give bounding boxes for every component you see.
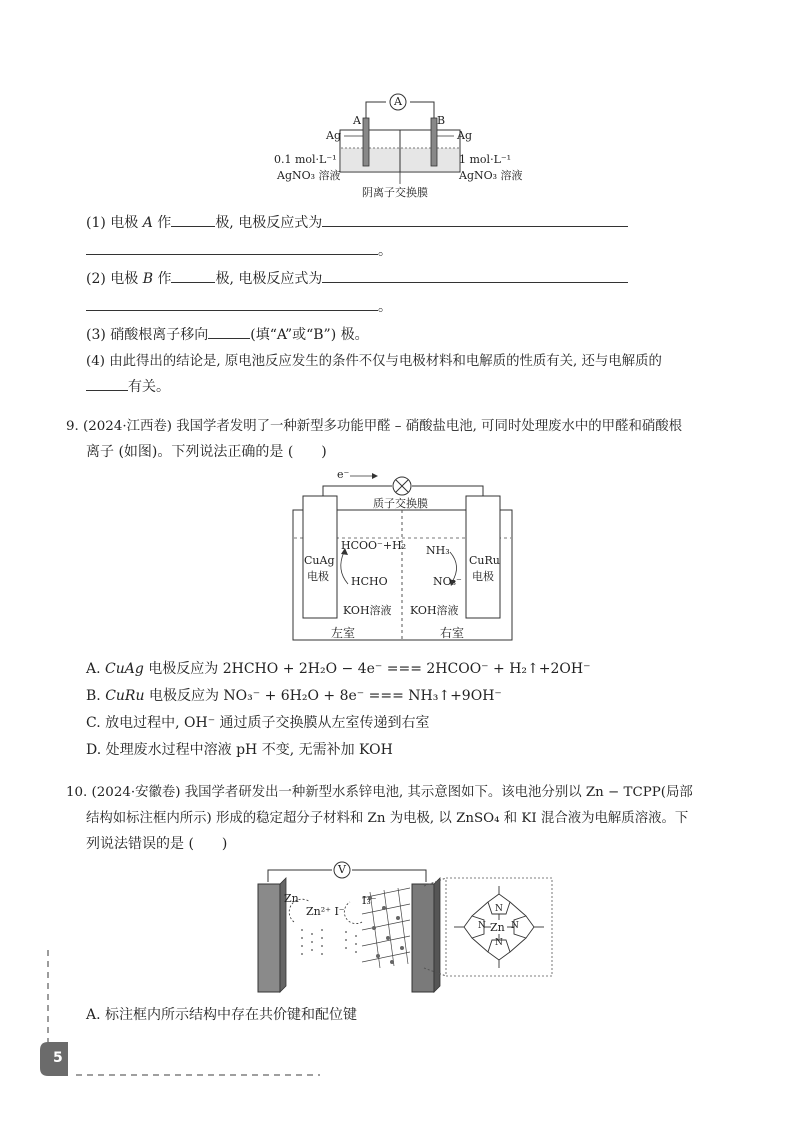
answer-blank[interactable] bbox=[171, 212, 215, 227]
fig1-left-concentration: 0.1 mol·L⁻¹ bbox=[274, 153, 337, 166]
fig1-membrane-label: 阴离子交换膜 bbox=[362, 186, 428, 199]
fig3-n-label-left: N bbox=[478, 921, 486, 931]
q8-part1-continued: 。 bbox=[86, 240, 392, 260]
fig1-electrode-a-label: A bbox=[353, 114, 361, 127]
answer-blank[interactable] bbox=[86, 376, 128, 391]
fig2-cuag-electrode-label: 电极 bbox=[307, 570, 329, 583]
fig1-electrode-b-label: B bbox=[437, 114, 446, 127]
fig2-cuag-label: CuAg bbox=[304, 554, 335, 567]
fig3-n-label-bottom: N bbox=[495, 938, 503, 948]
q9-option-c[interactable]: C. 放电过程中, OH⁻ 通过质子交换膜从左室传递到右室 bbox=[86, 715, 430, 731]
fig1-ag-left-label: Ag bbox=[326, 129, 341, 142]
fig2-left-room-label: 左室 bbox=[331, 626, 356, 640]
fig3-center-zn-label: Zn bbox=[490, 921, 505, 934]
fig1-right-solution: AgNO₃ 溶液 bbox=[459, 169, 523, 182]
q10-stem-line1: 10. (2024·安徽卷) 我国学者研发出一种新型水系锌电池, 其示意图如下。该电池分别以 Zn − TCPP(局部 bbox=[66, 785, 693, 800]
page-number: 5 bbox=[53, 1050, 63, 1066]
answer-blank[interactable] bbox=[322, 212, 628, 227]
fig1-right-concentration: 1 mol·L⁻¹ bbox=[459, 153, 512, 166]
q9-option-a[interactable]: A. CuAg 电极反应为 2HCHO + 2H₂O − 4e⁻ === 2HCOO⁻ + H₂↑+2OH⁻ bbox=[86, 661, 591, 677]
q10-option-a[interactable]: A. 标注框内所示结构中存在共价键和配位键 bbox=[86, 1007, 358, 1023]
fig1-ag-right-label: Ag bbox=[457, 129, 472, 142]
answer-blank[interactable] bbox=[322, 268, 628, 283]
fig3-n-label-right: N bbox=[511, 921, 519, 931]
fig1-meter-label: A bbox=[394, 95, 402, 108]
q9-stem-line1: 9. (2024·江西卷) 我国学者发明了一种新型多功能甲醛 – 硝酸盐电池, 可同时处理废水中的甲醛和硝酸根 bbox=[66, 419, 683, 434]
q10-stem-line3: 列说法错误的是 ( ) bbox=[86, 836, 228, 852]
answer-blank[interactable] bbox=[171, 268, 215, 283]
q9-stem-line2: 离子 (如图)。下列说法正确的是 ( ) bbox=[86, 444, 327, 460]
fig3-triiodide-label: I₃⁻ bbox=[362, 894, 377, 907]
fig2-right-product: NH₃ bbox=[426, 544, 450, 557]
fig2-curu-label: CuRu bbox=[469, 554, 500, 567]
answer-blank[interactable] bbox=[86, 240, 378, 255]
fig2-left-product: HCOO⁻+H₂ bbox=[341, 539, 407, 552]
q8-part2: (2) 电极 B 作 极, 电极反应式为 bbox=[86, 268, 628, 288]
q8-part4: (4) 由此得出的结论是, 原电池反应发生的条件不仅与电极材料和电解质的性质有关, 还与电解质的 bbox=[86, 354, 662, 369]
fig2-right-reactant: NO₃⁻ bbox=[433, 575, 462, 588]
fig2-curu-electrode-label: 电极 bbox=[472, 570, 494, 583]
q9-option-d[interactable]: D. 处理废水过程中溶液 pH 不变, 无需补加 KOH bbox=[86, 742, 393, 758]
fig3-zn-label: Zn bbox=[284, 892, 299, 905]
fig2-membrane-label: 质子交换膜 bbox=[373, 497, 428, 510]
fig3-n-label-top: N bbox=[495, 904, 503, 914]
q8-part1: (1) 电极 A 作 极, 电极反应式为 bbox=[86, 212, 628, 232]
q9-option-b[interactable]: B. CuRu 电极反应为 NO₃⁻ + 6H₂O + 8e⁻ === NH₃↑+9OH⁻ bbox=[86, 688, 502, 704]
q8-part3: (3) 硝酸根离子移向 (填“A”或“B”) 极。 bbox=[86, 324, 369, 344]
answer-blank[interactable] bbox=[86, 296, 378, 311]
fig3-voltmeter-label: V bbox=[338, 863, 346, 876]
fig3-zn-ion-label: Zn²⁺ I⁻ bbox=[306, 905, 345, 918]
q8-part4-continued: 有关。 bbox=[86, 376, 170, 396]
answer-blank[interactable] bbox=[208, 324, 250, 339]
fig1-left-solution: AgNO₃ 溶液 bbox=[277, 169, 341, 182]
fig2-right-room-label: 右室 bbox=[440, 626, 465, 640]
fig2-left-reactant: HCHO bbox=[351, 575, 388, 588]
page-footer-decoration bbox=[40, 950, 330, 1082]
fig2-right-solution: KOH溶液 bbox=[410, 604, 459, 617]
fig2-left-solution: KOH溶液 bbox=[343, 604, 392, 617]
q10-stem-line2: 结构如标注框内所示) 形成的稳定超分子材料和 Zn 为电极, 以 ZnSO₄ 和 KI 混合液为电解质溶液。下 bbox=[86, 811, 689, 826]
q8-part2-continued: 。 bbox=[86, 296, 392, 316]
fig2-electron-label: e⁻ bbox=[337, 468, 350, 481]
